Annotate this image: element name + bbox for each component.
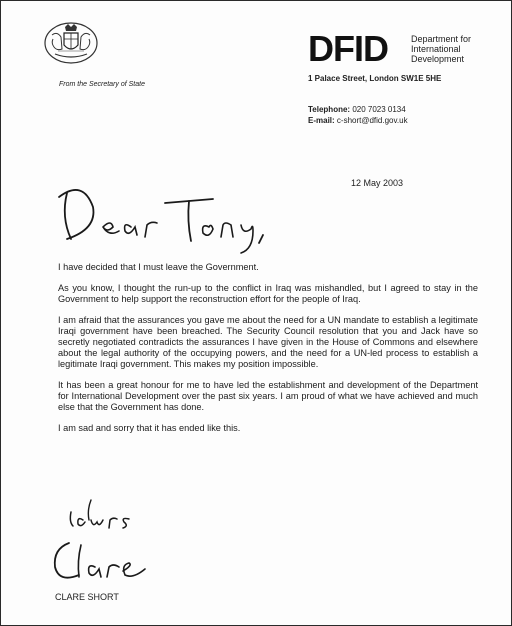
paragraph: As you know, I thought the run-up to the conflict in Iraq was mishandled, but I agreed to stay in the Government to help support the reconstruction effort for the people of Iraq.	[58, 283, 478, 304]
paragraph: I am sad and sorry that it has ended like this.	[58, 423, 241, 433]
telephone-label: Telephone:	[308, 105, 351, 114]
handwritten-closing	[67, 498, 137, 538]
department-line: Department for	[411, 34, 472, 44]
department-line: International	[411, 44, 461, 54]
royal-coat-of-arms-icon	[43, 21, 99, 65]
signatory-name: CLARE SHORT	[55, 592, 119, 602]
paragraph: It has been a great honour for me to have led the establishment and development of the Department for International Development over the past six years. I am proud of what we have achieved and much else that the Government has done.	[58, 380, 478, 412]
contact-details	[308, 104, 408, 126]
handwritten-salutation	[53, 183, 283, 258]
handwritten-signature	[49, 539, 159, 587]
dfid-logo: DFID	[308, 28, 388, 69]
paragraph: I have decided that I must leave the Government.	[58, 262, 259, 272]
telephone-value: 020 7023 0134	[352, 105, 406, 114]
letter-body	[58, 262, 478, 444]
department-line: Development	[411, 54, 465, 64]
email-value: c-short@dfid.gov.uk	[336, 116, 408, 125]
email-label: E-mail:	[308, 116, 335, 125]
office-address: 1 Palace Street, London SW1E 5HE	[308, 74, 442, 83]
telephone-line	[308, 104, 408, 115]
paragraph: I am afraid that the assurances you gave me about the need for a UN mandate to establish a legitimate Iraqi government have been breached. The Security Council resolution that you and Jack have so secretly negotiated contradicts the assurances I have given in the House of Commons and elsewhere about the legal authority of the occupying powers, and the need for a UN-led process to establish a legitimate Iraqi government. This makes my position impossible.	[58, 315, 478, 369]
from-line: From the Secretary of State	[59, 81, 145, 88]
email-line	[308, 115, 408, 126]
letter-date: 12 May 2003	[351, 178, 404, 188]
department-name	[411, 34, 511, 64]
